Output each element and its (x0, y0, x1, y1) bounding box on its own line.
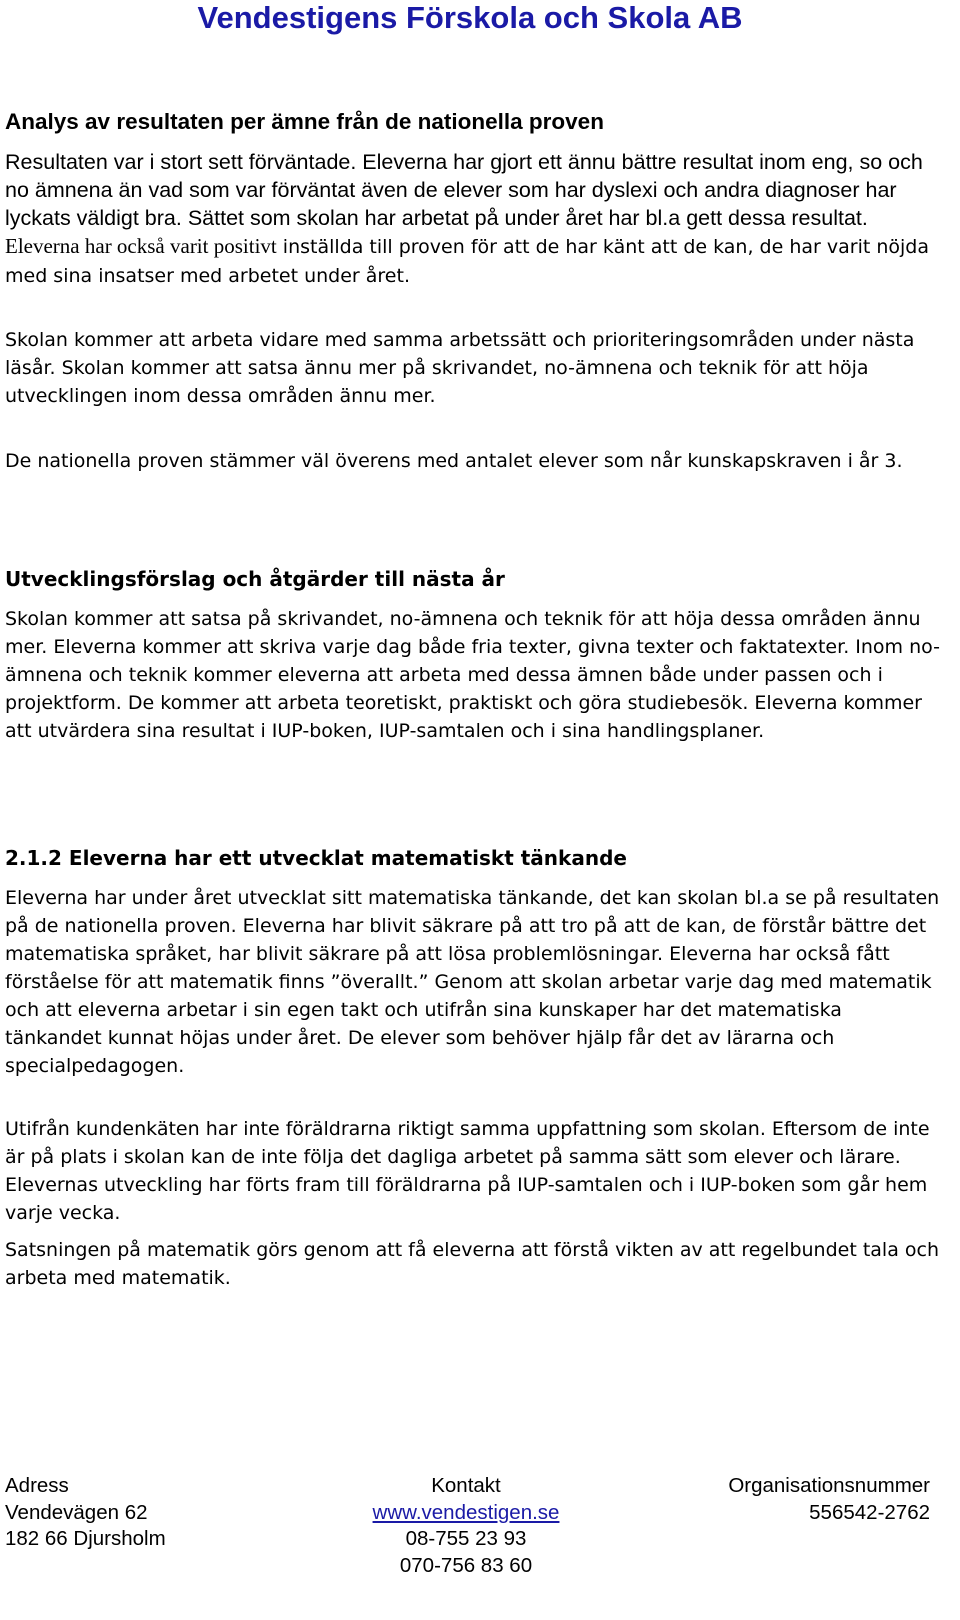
math-text-3: Satsningen på matematik görs genom att få eleverna att förstå vikten av att regelbundet tala och arbeta med matematik. (5, 1239, 940, 1289)
footer-org-label: Organisationsnummer (728, 1474, 930, 1497)
analysis-text-3: De nationella proven stämmer väl överens med antalet elever som når kunskapskraven i år 3. (5, 450, 903, 472)
analysis-heading-block (5, 108, 940, 136)
analysis-paragraph-1 (5, 148, 940, 290)
footer-address-city: 182 66 Djursholm (5, 1527, 166, 1550)
math-paragraph-2 (5, 1115, 940, 1227)
math-heading-block (5, 844, 940, 872)
math-text-1: Eleverna har under året utvecklat sitt matematiska tänkande, det kan skolan bl.a se på resultaten på de nationella proven. Eleverna har blivit säkrare på att tro på att de kan, de förstår bättre det matematiska språket, har blivit säkrare på att lösa problemlösningar. Eleverna har också fått förståelse för att matematik finns ”överallt.” Genom att skolan arbetar varje dag med matematik och att eleverna arbetar i sin egen takt och utifrån sina kunskaper har det matematiska tänkandet kunnat höjas under året. De elever som behöver hjälp får det av lärarna och specialpedagogen. (5, 887, 940, 1077)
footer-website-link[interactable]: www.vendestigen.se (372, 1500, 560, 1524)
math-text-2: Utifrån kundenkäten har inte föräldrarna riktigt samma uppfattning som skolan. Eftersom de inte är på plats i skolan kan de inte följa det dagliga arbetet på samma sätt som elever och lärare. Elevernas utveckling har förts fram till föräldrarna på IUP-samtalen och i IUP-boken som går hem varje vecka. (5, 1118, 930, 1224)
footer-contact-label: Kontakt (431, 1474, 501, 1497)
page-title: Vendestigens Förskola och Skola AB (197, 0, 743, 35)
analysis-text-part2: inställda till proven för att de har känt att de kan, de har varit nöjda med sina insatser med arbetet under året. (5, 236, 929, 287)
footer-org (728, 1473, 930, 1526)
development-heading-block (5, 565, 940, 593)
analysis-paragraph-2 (5, 326, 940, 410)
footer-phone-1: 08-755 23 93 (405, 1527, 527, 1550)
analysis-text-2: Skolan kommer att arbeta vidare med samma arbetssätt och prioriteringsområden under nästa läsår. Skolan kommer att satsa ännu mer på skrivandet, no-ämnena och teknik för att höja utvecklingen inom dessa områden ännu mer. (5, 329, 915, 407)
math-paragraph-3 (5, 1236, 940, 1292)
analysis-paragraph-3 (5, 447, 940, 475)
footer-phone-2: 070-756 83 60 (399, 1553, 533, 1577)
development-heading: Utvecklingsförslag och åtgärder till nästa år (5, 567, 505, 591)
analysis-text-serif: Eleverna har också varit positivt (5, 234, 277, 258)
footer-contact (373, 1473, 560, 1579)
footer-org-number: 556542-2762 (809, 1500, 930, 1524)
footer-address (5, 1473, 166, 1553)
analysis-text-part1: Resultaten var i stort sett förväntade. Eleverna har gjort ett ännu bättre resultat inom eng, so och no ämnena än vad som var förväntat även de elever som har dyslexi och andra diagnoser har lyckats väldigt bra. Sättet som skolan har arbetat på under året har bl.a gett dessa resultat. (5, 150, 923, 230)
footer-address-label: Adress (5, 1474, 69, 1497)
development-paragraph-1 (5, 605, 940, 745)
analysis-heading: Analys av resultaten per ämne från de nationella proven (5, 109, 604, 134)
development-text-1: Skolan kommer att satsa på skrivandet, no-ämnena och teknik för att höja dessa områden ännu mer. Eleverna kommer att skriva varje dag både fria texter, givna texter och faktatexter. Inom no-ämnena och teknik kommer eleverna att arbeta med dessa ämnen både under passen och i projektform. De kommer att arbeta teoretiskt, praktiskt och göra studiebesök. Eleverna kommer att utvärdera sina resultat i IUP-boken, IUP-samtalen och i sina handlingsplaner. (5, 608, 940, 742)
math-paragraph-1 (5, 884, 940, 1080)
math-heading: 2.1.2 Eleverna har ett utvecklat matematiskt tänkande (5, 846, 627, 870)
footer-address-street: Vendevägen 62 (5, 1500, 148, 1524)
